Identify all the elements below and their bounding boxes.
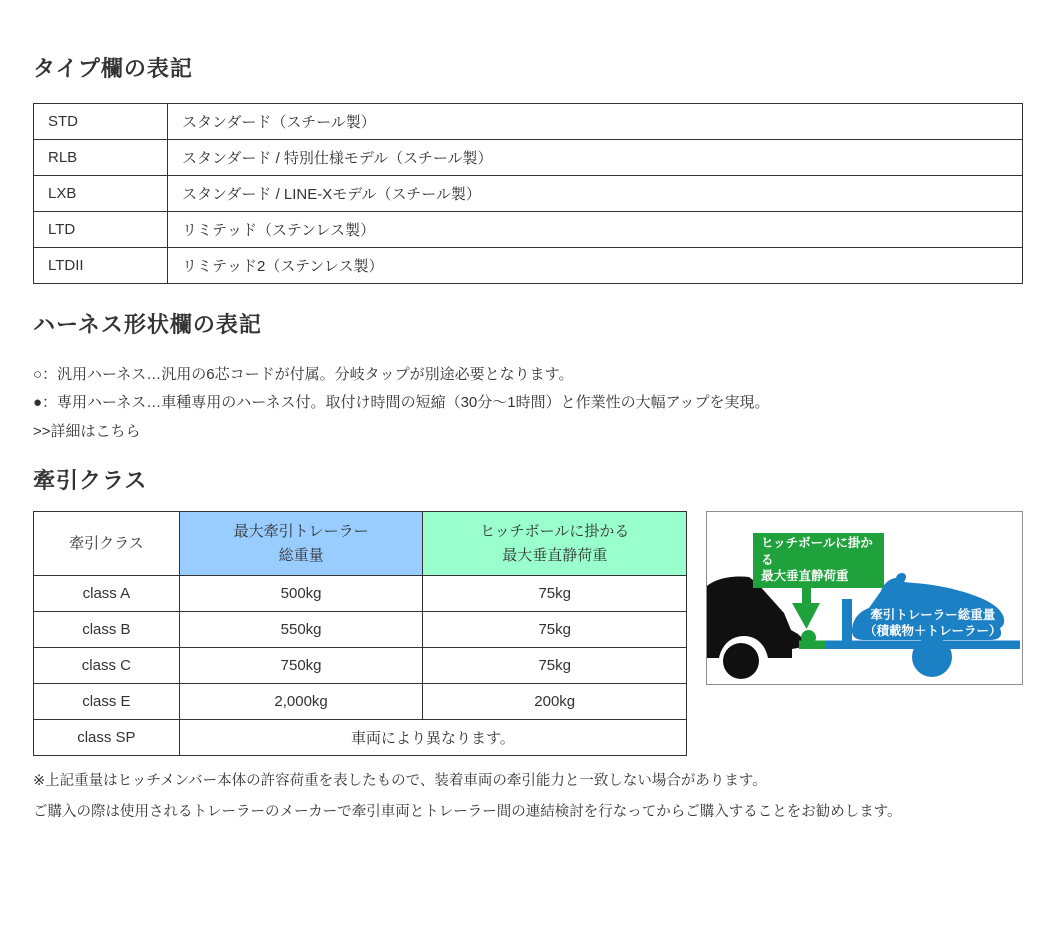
towing-class-table xyxy=(33,511,687,756)
page xyxy=(0,52,1051,828)
footnote-purchase: ご購入の際は使用されるトレーラーのメーカーで牽引車両とトレーラー間の連結検討を行なってからご購入することをお勧めします。 xyxy=(33,804,902,820)
type-desc-cell: スタンダード / 特別仕様モデル（スチール製） xyxy=(168,140,1023,176)
type-table-row xyxy=(34,104,1023,140)
class-cell: class E xyxy=(34,684,180,720)
class-cell: class SP xyxy=(34,720,180,756)
class-cell: class A xyxy=(34,576,180,612)
car-silhouette-icon xyxy=(707,576,803,684)
type-table-row xyxy=(34,140,1023,176)
section-heading-towing-class: 牽引クラス xyxy=(33,468,148,493)
type-code-cell: STD xyxy=(34,104,168,140)
load-cell: 75kg xyxy=(423,612,687,648)
towing-row-class-e xyxy=(34,684,687,720)
type-table-row xyxy=(34,176,1023,212)
harness-note-dedicated: ●：専用ハーネス…車種専用のハーネス付。取付け時間の短縮（30分～1時間）と作業性の大幅アップを実現。 xyxy=(33,394,770,411)
type-table-row xyxy=(34,248,1023,284)
trailer-weight-label-line2: （積載物＋トレーラー） xyxy=(864,624,1002,638)
max-load-header xyxy=(423,512,687,576)
max-weight-header-line1: 最大牽引トレーラー xyxy=(233,522,369,540)
max-load-header-line2: 最大垂直静荷重 xyxy=(502,546,608,564)
type-code-cell: LXB xyxy=(34,176,168,212)
load-cell: 75kg xyxy=(423,576,687,612)
towing-class-header: 牽引クラス xyxy=(34,512,180,576)
max-weight-header xyxy=(179,512,423,576)
towing-illustration xyxy=(706,511,1023,685)
hitch-load-label-line2: 最大垂直静荷重 xyxy=(761,569,849,583)
type-desc-cell: リミテッド2（ステンレス製） xyxy=(168,248,1023,284)
type-code-cell: LTD xyxy=(34,212,168,248)
sp-note-cell: 車両により異なります。 xyxy=(179,720,686,756)
type-code-cell: RLB xyxy=(34,140,168,176)
section-heading-type: タイプ欄の表記 xyxy=(33,56,193,81)
footnotes xyxy=(33,766,1023,828)
trailer-post xyxy=(842,599,852,643)
towing-header-row xyxy=(34,512,687,576)
type-table-row xyxy=(34,212,1023,248)
towing-class-area xyxy=(33,511,1023,756)
weight-cell: 550kg xyxy=(179,612,423,648)
trailer-weight-label xyxy=(864,607,1002,639)
trailer-weight-label-line1: 牽引トレーラー総重量 xyxy=(870,608,996,622)
class-cell: class C xyxy=(34,648,180,684)
class-cell: class B xyxy=(34,612,180,648)
weight-cell: 500kg xyxy=(179,576,423,612)
load-cell: 75kg xyxy=(423,648,687,684)
max-weight-header-line2: 総重量 xyxy=(278,546,324,564)
max-load-header-line1: ヒッチボールに掛かる xyxy=(480,522,630,540)
section-heading-harness: ハーネス形状欄の表記 xyxy=(33,312,262,337)
weight-cell: 2,000kg xyxy=(179,684,423,720)
type-desc-cell: スタンダード（スチール製） xyxy=(168,104,1023,140)
towing-row-class-c xyxy=(34,648,687,684)
hitch-load-label-line1: ヒッチボールに掛かる xyxy=(761,536,873,567)
type-desc-cell: スタンダード / LINE-Xモデル（スチール製） xyxy=(168,176,1023,212)
trailer-wheel-icon xyxy=(912,637,952,677)
weight-cell: 750kg xyxy=(179,648,423,684)
type-table xyxy=(33,103,1023,284)
hitch-load-label xyxy=(753,533,884,588)
load-cell: 200kg xyxy=(423,684,687,720)
type-desc-cell: リミテッド（ステンレス製） xyxy=(168,212,1023,248)
towing-row-class-sp xyxy=(34,720,687,756)
harness-note-generic: ○：汎用ハーネス…汎用の6芯コードが付属。分岐タップが別途必要となります。 xyxy=(33,366,574,383)
detail-link[interactable]: >>詳細はこちら xyxy=(33,423,141,440)
type-code-cell: LTDII xyxy=(34,248,168,284)
towing-row-class-b xyxy=(34,612,687,648)
footnote-capacity: ※上記重量はヒッチメンバー本体の許容荷重を表したもので、装着車両の牽引能力と一致しない場合があります。 xyxy=(33,773,767,789)
towing-row-class-a xyxy=(34,576,687,612)
